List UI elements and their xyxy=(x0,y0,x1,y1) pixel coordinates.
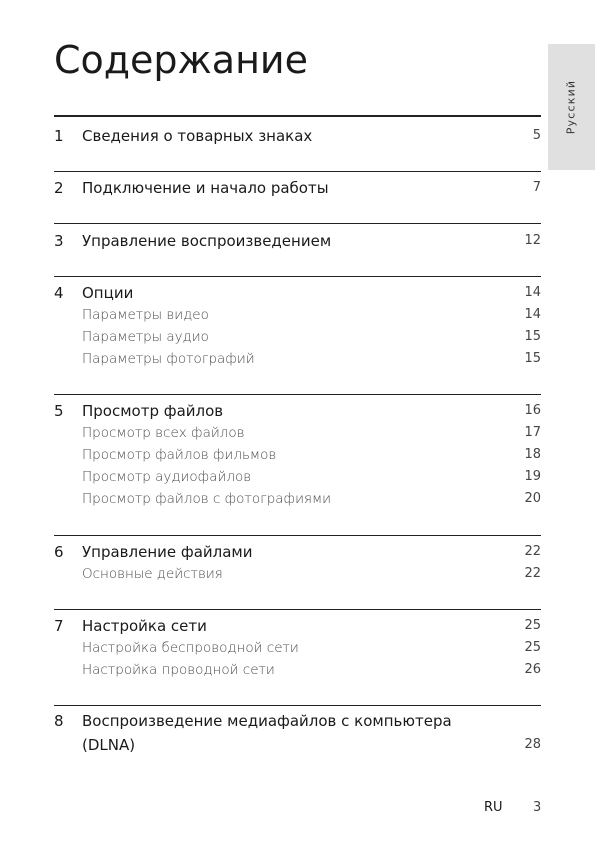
title-divider xyxy=(54,115,541,117)
section-number: 1 xyxy=(54,127,64,145)
section-page-number: 7 xyxy=(532,180,541,195)
subsection-title: Основные действия xyxy=(82,566,223,582)
section-number: 2 xyxy=(54,179,64,197)
toc-entry[interactable] xyxy=(54,179,541,201)
section-title: Управление воспроизведением xyxy=(82,232,332,250)
toc-entry[interactable] xyxy=(54,284,541,306)
footer-language-code: RU xyxy=(484,800,503,815)
section-number: 5 xyxy=(54,402,64,420)
subsection-title: Просмотр файлов с фотографиями xyxy=(82,491,332,507)
subsection-page-number: 20 xyxy=(524,491,541,506)
toc-subentry[interactable] xyxy=(54,491,541,511)
toc-entry[interactable] xyxy=(54,543,541,565)
toc-entry[interactable] xyxy=(54,712,541,734)
toc-entry[interactable] xyxy=(54,127,541,149)
section-number: 4 xyxy=(54,284,64,302)
subsection-title: Настройка проводной сети xyxy=(82,662,275,678)
toc-subentry[interactable] xyxy=(54,329,541,349)
section-divider xyxy=(54,276,541,277)
section-page-number: 22 xyxy=(524,544,541,559)
footer-page-number: 3 xyxy=(533,800,542,815)
toc-subentry[interactable] xyxy=(54,640,541,660)
toc-entry[interactable] xyxy=(54,617,541,639)
section-page-number: 16 xyxy=(524,403,541,418)
subsection-title: Параметры фотографий xyxy=(82,351,255,367)
section-divider xyxy=(54,223,541,224)
toc-subentry[interactable] xyxy=(54,566,541,586)
section-title: Настройка сети xyxy=(82,617,207,635)
section-page-number: 28 xyxy=(524,737,541,752)
subsection-page-number: 25 xyxy=(524,640,541,655)
subsection-title: Настройка беспроводной сети xyxy=(82,640,299,656)
section-title: Подключение и начало работы xyxy=(82,179,329,197)
section-divider xyxy=(54,535,541,536)
section-divider xyxy=(54,171,541,172)
section-title: Воспроизведение медиафайлов с компьютера xyxy=(82,712,452,730)
section-page-number: 5 xyxy=(532,128,541,143)
section-title: Опции xyxy=(82,284,134,302)
toc-subentry[interactable] xyxy=(54,662,541,682)
section-number: 3 xyxy=(54,232,64,250)
toc-subentry[interactable] xyxy=(54,469,541,489)
section-number: 6 xyxy=(54,543,64,561)
section-divider xyxy=(54,394,541,395)
section-page-number: 12 xyxy=(524,233,541,248)
section-page-number: 25 xyxy=(524,618,541,633)
section-number: 7 xyxy=(54,617,64,635)
toc-subentry[interactable] xyxy=(54,425,541,445)
section-divider xyxy=(54,705,541,706)
subsection-title: Просмотр аудиофайлов xyxy=(82,469,252,485)
section-title: Сведения о товарных знаках xyxy=(82,127,313,145)
section-divider xyxy=(54,609,541,610)
subsection-page-number: 18 xyxy=(524,447,541,462)
language-tab xyxy=(548,44,595,170)
section-title: Просмотр файлов xyxy=(82,402,224,420)
section-number: 8 xyxy=(54,712,64,730)
language-tab-label: Русский xyxy=(564,79,578,135)
subsection-page-number: 15 xyxy=(524,351,541,366)
subsection-page-number: 26 xyxy=(524,662,541,677)
toc-entry-continuation[interactable] xyxy=(54,736,541,758)
subsection-page-number: 17 xyxy=(524,425,541,440)
section-title-line2: (DLNA) xyxy=(82,736,136,754)
toc-entry[interactable] xyxy=(54,402,541,424)
section-page-number: 14 xyxy=(524,285,541,300)
toc-entry[interactable] xyxy=(54,232,541,254)
page-title: Содержание xyxy=(54,38,308,82)
subsection-title: Просмотр всех файлов xyxy=(82,425,245,441)
subsection-page-number: 19 xyxy=(524,469,541,484)
subsection-page-number: 14 xyxy=(524,307,541,322)
subsection-page-number: 15 xyxy=(524,329,541,344)
toc-subentry[interactable] xyxy=(54,351,541,371)
subsection-title: Параметры аудио xyxy=(82,329,209,345)
toc-subentry[interactable] xyxy=(54,307,541,327)
subsection-page-number: 22 xyxy=(524,566,541,581)
toc-subentry[interactable] xyxy=(54,447,541,467)
subsection-title: Параметры видео xyxy=(82,307,209,323)
subsection-title: Просмотр файлов фильмов xyxy=(82,447,277,463)
section-title: Управление файлами xyxy=(82,543,253,561)
